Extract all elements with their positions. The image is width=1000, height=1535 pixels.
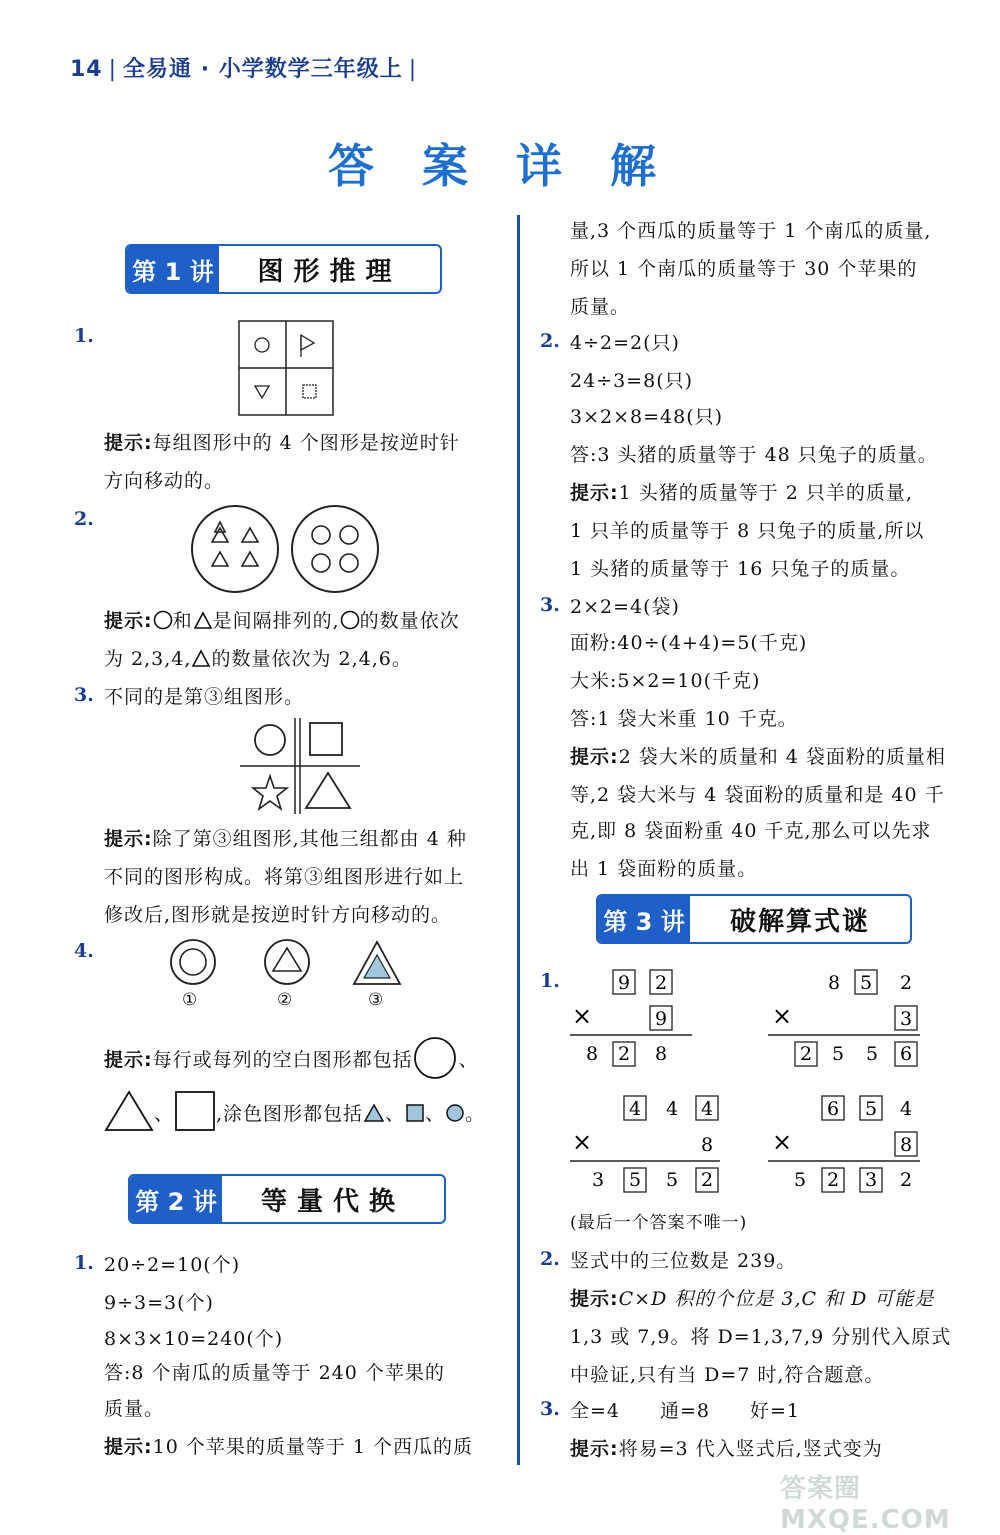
header-divider: | — [408, 57, 418, 82]
lecture-tag: 第 2 讲 — [130, 1176, 222, 1222]
hint-label: 提示: — [104, 1049, 153, 1071]
question-number: 2. — [540, 330, 560, 352]
digit: 5 — [831, 1043, 845, 1065]
answer-line: 2×2=4(袋) — [570, 596, 680, 618]
answer-line: 竖式中的三位数是 239。 — [570, 1250, 797, 1272]
square-shape — [303, 385, 316, 398]
hint-line: 1 只羊的质量等于 8 只兔子的质量,所以 — [570, 520, 925, 542]
circle-icon — [153, 610, 173, 630]
digit: 2 — [899, 1169, 913, 1191]
digit: 9 — [654, 1008, 668, 1030]
puzzle-4 — [768, 1094, 920, 1204]
triangle-shape — [255, 386, 269, 398]
hint-line: 修改后,图形就是按逆时针方向移动的。 — [104, 904, 452, 926]
times-sign: × — [572, 1128, 593, 1156]
hint-line: 不同的图形构成。将第③组图形进行如上 — [104, 866, 465, 888]
digit: 8 — [700, 1134, 714, 1156]
answer-line: 3×2×8=48(只) — [570, 406, 724, 428]
answer-line: 全=4 通=8 好=1 — [570, 1400, 801, 1422]
hint-label: 提示: — [570, 746, 619, 768]
hint-text: 、 — [425, 1103, 446, 1125]
digit: 2 — [826, 1169, 840, 1191]
lecture-1-banner — [125, 244, 442, 294]
hint-label: 提示: — [104, 828, 153, 850]
answer-line: 24÷3=8(只) — [570, 370, 694, 392]
hint-text: 将易=3 代入竖式后,竖式变为 — [618, 1438, 883, 1460]
circle-icon — [413, 1036, 459, 1080]
question-number: 2. — [74, 508, 94, 530]
figure-label: ① — [182, 990, 198, 1010]
digit: 3 — [899, 1008, 913, 1030]
hint-text: 2 袋大米的质量和 4 袋面粉的质量相 — [618, 746, 946, 768]
lecture-name: 破解算式谜 — [729, 906, 870, 937]
digit: 5 — [859, 972, 873, 994]
question-number: 3. — [540, 594, 560, 616]
digit: 5 — [628, 1169, 642, 1191]
times-sign: × — [772, 1128, 793, 1156]
hint-text: 。 — [465, 1103, 486, 1125]
answer-line: 面粉:40÷(4+4)=5(千克) — [570, 632, 808, 654]
hint-line — [570, 480, 913, 506]
digit: 2 — [700, 1169, 714, 1191]
hint-line: 方向移动的。 — [104, 470, 225, 492]
digit: 2 — [654, 972, 668, 994]
digit: 2 — [617, 1043, 631, 1065]
digit: 3 — [591, 1169, 605, 1191]
hint-line — [104, 430, 496, 456]
triangle-icon — [193, 610, 213, 630]
digit: 3 — [864, 1169, 878, 1191]
digit: 2 — [799, 1043, 813, 1065]
flag-shape — [301, 335, 314, 350]
hint-text: C×D 积的个位是 3,C 和 D 可能是 — [618, 1288, 935, 1310]
hint-text: 和 — [172, 610, 193, 632]
answer-line: 质量。 — [570, 296, 631, 318]
hint-text: ,涂色图形都包括 — [216, 1103, 364, 1125]
square-icon — [174, 1090, 216, 1132]
answer-line: 所以 1 个南瓜的质量等于 30 个苹果的 — [570, 258, 918, 280]
lecture-2-banner — [128, 1174, 446, 1224]
hint-label: 提示: — [104, 432, 153, 454]
book-title: 全易通 · 小学数学三年级上 — [123, 57, 403, 82]
figure-label: ③ — [368, 990, 384, 1010]
question-number: 1. — [74, 1252, 94, 1274]
question-text: 不同的是第③组图形。 — [104, 686, 305, 708]
digit: 6 — [826, 1098, 840, 1120]
circle-icon — [340, 610, 360, 630]
hint-line: 1 头猪的质量等于 16 只兔子的质量。 — [570, 558, 911, 580]
hint-line — [104, 1090, 485, 1132]
digit: 8 — [654, 1043, 668, 1065]
question-number: 3. — [540, 1398, 560, 1420]
digit: 4 — [628, 1098, 642, 1120]
shaded-square-icon — [405, 1103, 425, 1123]
hint-label: 提示: — [104, 1436, 153, 1458]
times-sign: × — [572, 1002, 593, 1030]
digit: 6 — [899, 1043, 913, 1065]
watermark — [780, 1468, 980, 1535]
digit: 8 — [827, 972, 841, 994]
lecture-name: 等量代换 — [260, 1186, 405, 1217]
digit: 5 — [864, 1098, 878, 1120]
hint-line: 克,即 8 袋面粉重 40 千克,那么可以先求 — [570, 820, 932, 842]
answer-line: 质量。 — [104, 1398, 165, 1420]
shaded-circle-icon — [445, 1103, 465, 1123]
answer-line: 4÷2=2(只) — [570, 332, 680, 354]
puzzle-1 — [570, 968, 700, 1078]
answer-line: 8×3×10=240(个) — [104, 1328, 284, 1350]
hint-text: 10 个苹果的质量等于 1 个西瓜的质 — [152, 1436, 473, 1458]
triangle-icon — [104, 1090, 154, 1132]
hint-line — [104, 826, 467, 852]
lecture-tag: 第 3 讲 — [598, 896, 690, 942]
digit: 4 — [665, 1098, 679, 1120]
hint-text: 的数量依次 — [359, 610, 460, 632]
note: (最后一个答案不唯一) — [570, 1213, 748, 1233]
lecture-name: 图形推理 — [257, 256, 402, 287]
column-divider — [517, 215, 520, 1465]
hint-line: 1,3 或 7,9。将 D=1,3,7,9 分别代入原式 — [570, 1326, 952, 1348]
hint-text: 、 — [458, 1049, 479, 1071]
page-title: 答 案 详 解 — [327, 139, 673, 193]
hint-text: 除了第③组图形,其他三组都由 4 种 — [152, 828, 467, 850]
digit: 8 — [899, 1134, 913, 1156]
q4-figures — [162, 938, 412, 990]
hint-text: 1 头猪的质量等于 2 只羊的质量, — [618, 482, 913, 504]
q2-figures — [190, 504, 382, 594]
question-number: 2. — [540, 1248, 560, 1270]
hint-label: 提示: — [104, 610, 153, 632]
digit: 8 — [585, 1043, 599, 1065]
puzzle-2 — [768, 968, 920, 1078]
page-number: 14 — [70, 57, 103, 82]
digit: 9 — [617, 972, 631, 994]
answer-line: 20÷2=10(个) — [104, 1254, 241, 1276]
digit: 5 — [665, 1169, 679, 1191]
puzzle-3 — [570, 1094, 722, 1204]
hint-line — [570, 1286, 934, 1312]
question-number: 3. — [74, 684, 94, 706]
header-divider: | — [108, 57, 118, 82]
hint-line: 等,2 袋大米与 4 袋面粉的质量和是 40 千 — [570, 784, 945, 806]
question-number: 1. — [74, 325, 94, 347]
lecture-tag: 第 1 讲 — [127, 246, 219, 292]
hint-line — [570, 1436, 883, 1462]
figure-label: ② — [277, 990, 293, 1010]
hint-text: 每行或每列的空白图形都包括 — [152, 1049, 413, 1071]
lecture-3-banner — [596, 894, 912, 944]
answer-line: 答:1 袋大米重 10 千克。 — [570, 708, 798, 730]
hint-line — [104, 608, 460, 634]
hint-line: 出 1 袋面粉的质量。 — [570, 858, 758, 880]
hint-label: 提示: — [570, 1438, 619, 1460]
triangle-icon — [191, 648, 211, 668]
question-number: 4. — [74, 940, 94, 962]
answer-line: 9÷3=3(个) — [104, 1292, 214, 1314]
digit: 2 — [899, 972, 913, 994]
hint-line — [104, 646, 412, 672]
shaded-triangle-icon — [363, 1103, 385, 1123]
answer-line: 大米:5×2=10(千克) — [570, 670, 761, 692]
digit: 5 — [793, 1169, 807, 1191]
hint-text: 、 — [154, 1103, 175, 1125]
hint-text: 是间隔排列的, — [212, 610, 340, 632]
digit: 4 — [899, 1098, 913, 1120]
hint-line: 中验证,只有当 D=7 时,符合题意。 — [570, 1364, 885, 1386]
answer-line: 答:8 个南瓜的质量等于 240 个苹果的 — [104, 1362, 445, 1384]
digit: 4 — [700, 1098, 714, 1120]
hint-label: 提示: — [570, 1288, 619, 1310]
hint-label: 提示: — [570, 482, 619, 504]
hint-text: 为 2,3,4, — [104, 648, 192, 670]
page-header — [70, 52, 423, 83]
digit: 5 — [865, 1043, 879, 1065]
hint-text: 的数量依次为 2,4,6。 — [211, 648, 412, 670]
answer-line: 答:3 头猪的质量等于 48 只兔子的质量。 — [570, 444, 938, 466]
circle-shape — [255, 338, 269, 352]
watermark-text: 答案圈 MXQE.COM — [780, 1474, 951, 1535]
hint-line — [570, 744, 946, 770]
hint-line — [104, 1036, 479, 1080]
hint-text: 每组图形中的 4 个图形是按逆时针 — [152, 432, 460, 454]
question-number: 1. — [540, 970, 560, 992]
times-sign: × — [772, 1002, 793, 1030]
q1-figure-grid — [238, 320, 334, 416]
hint-text: 、 — [385, 1103, 406, 1125]
hint-line — [104, 1434, 473, 1460]
q3-figure-grid — [240, 718, 360, 814]
answer-line: 量,3 个西瓜的质量等于 1 个南瓜的质量, — [570, 220, 932, 242]
